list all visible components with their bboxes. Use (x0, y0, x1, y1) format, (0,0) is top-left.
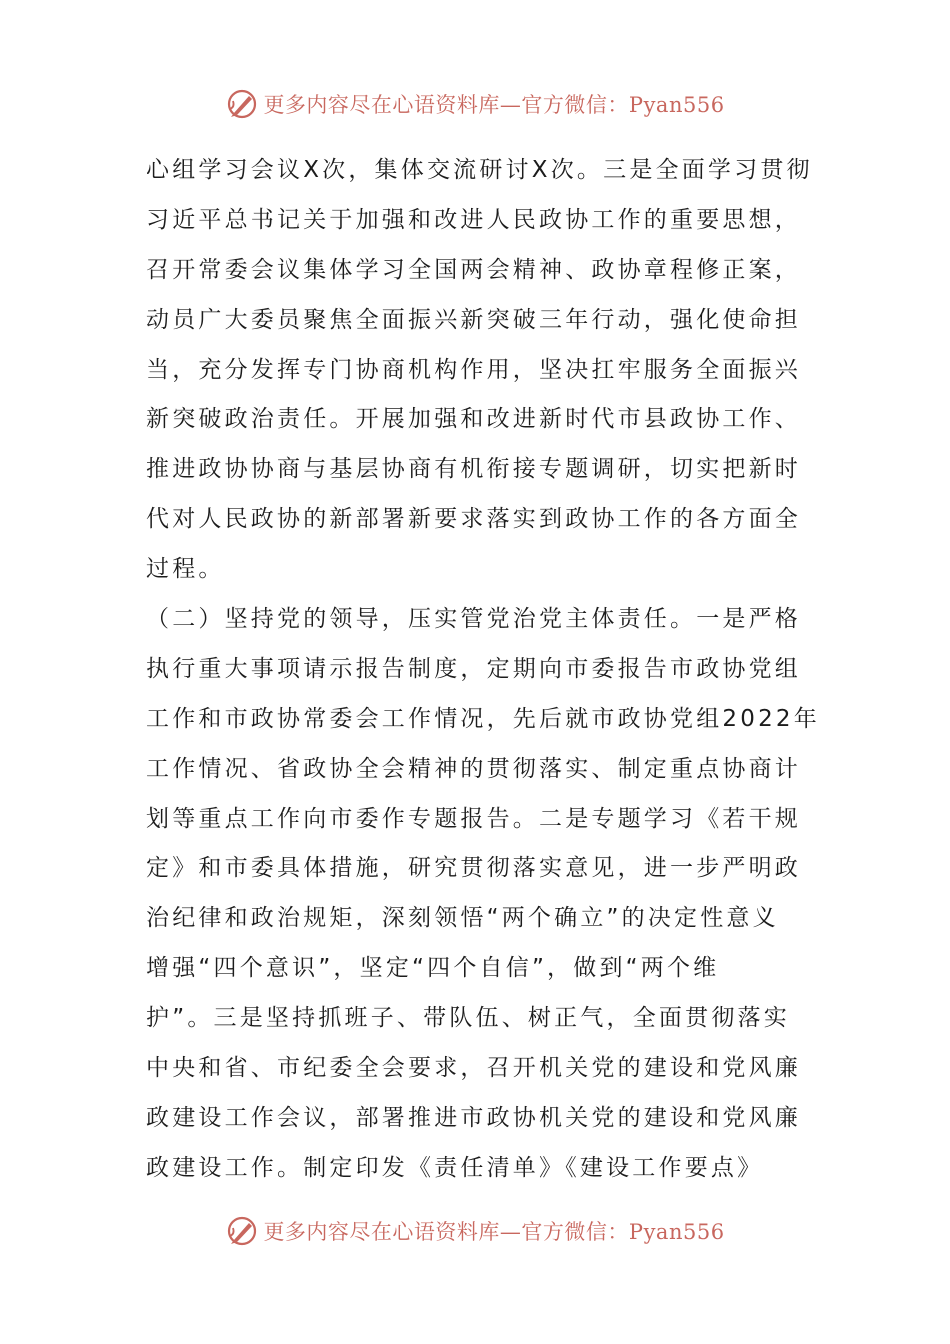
text-line: 召开常委会议集体学习全国两会精神、政协章程修正案， (146, 256, 801, 283)
pen-logo-icon (225, 1214, 259, 1248)
watermark-header-text: 更多内容尽在心语资料库—官方微信：Pyan556 (263, 93, 725, 117)
text-line: 执行重大事项请示报告制度，定期向市委报告市政协党组 (146, 655, 801, 682)
text-line: 治纪律和政治规矩，深刻领悟“两个确立”的决定性意义 (146, 905, 779, 932)
text-line: 动员广大委员聚焦全面振兴新突破三年行动，强化使命担 (146, 306, 801, 333)
text-line: 习近平总书记关于加强和改进人民政协工作的重要思想， (146, 206, 801, 233)
text-line: 工作情况、省政协全会精神的贯彻落实、制定重点协商计 (146, 755, 801, 782)
text-line: 工作和市政协常委会工作情况，先后就市政协党组2022年 (146, 705, 820, 732)
text-line: 护”。三是坚持抓班子、带队伍、树正气，全面贯彻落实 (146, 1005, 790, 1032)
pen-logo-icon (225, 87, 259, 121)
text-line: 过程。 (146, 556, 225, 583)
text-line: 定》和市委具体措施，研究贯彻落实意见，进一步严明政 (146, 855, 801, 882)
text-line: 推进政协协商与基层协商有机衔接专题调研，切实把新时 (146, 456, 801, 483)
text-line: 新突破政治责任。开展加强和改进新时代市县政协工作、 (146, 406, 801, 433)
watermark-footer-text: 更多内容尽在心语资料库—官方微信：Pyan556 (263, 1220, 725, 1244)
watermark-header (0, 84, 950, 124)
text-line: 增强“四个意识”，坚定“四个自信”，做到“两个维 (146, 955, 720, 982)
text-line: 代对人民政协的新部署新要求落实到政协工作的各方面全 (146, 506, 801, 533)
document-body (146, 146, 820, 1194)
text-line: 政建设工作会议，部署推进市政协机关党的建设和党风廉 (146, 1104, 801, 1131)
text-line: 划等重点工作向市委作专题报告。二是专题学习《若干规 (146, 805, 801, 832)
section-heading-line: （二）坚持党的领导，压实管党治党主体责任。一是严格 (146, 606, 801, 633)
text-line: 政建设工作。制定印发《责任清单》《建设工作要点》 (146, 1154, 764, 1181)
text-line: 当，充分发挥专门协商机构作用，坚决扛牢服务全面振兴 (146, 356, 801, 383)
text-line: 中央和省、市纪委全会要求，召开机关党的建设和党风廉 (146, 1055, 801, 1082)
watermark-footer (0, 1211, 950, 1251)
text-line: 心组学习会议X次，集体交流研讨X次。三是全面学习贯彻 (146, 157, 813, 183)
